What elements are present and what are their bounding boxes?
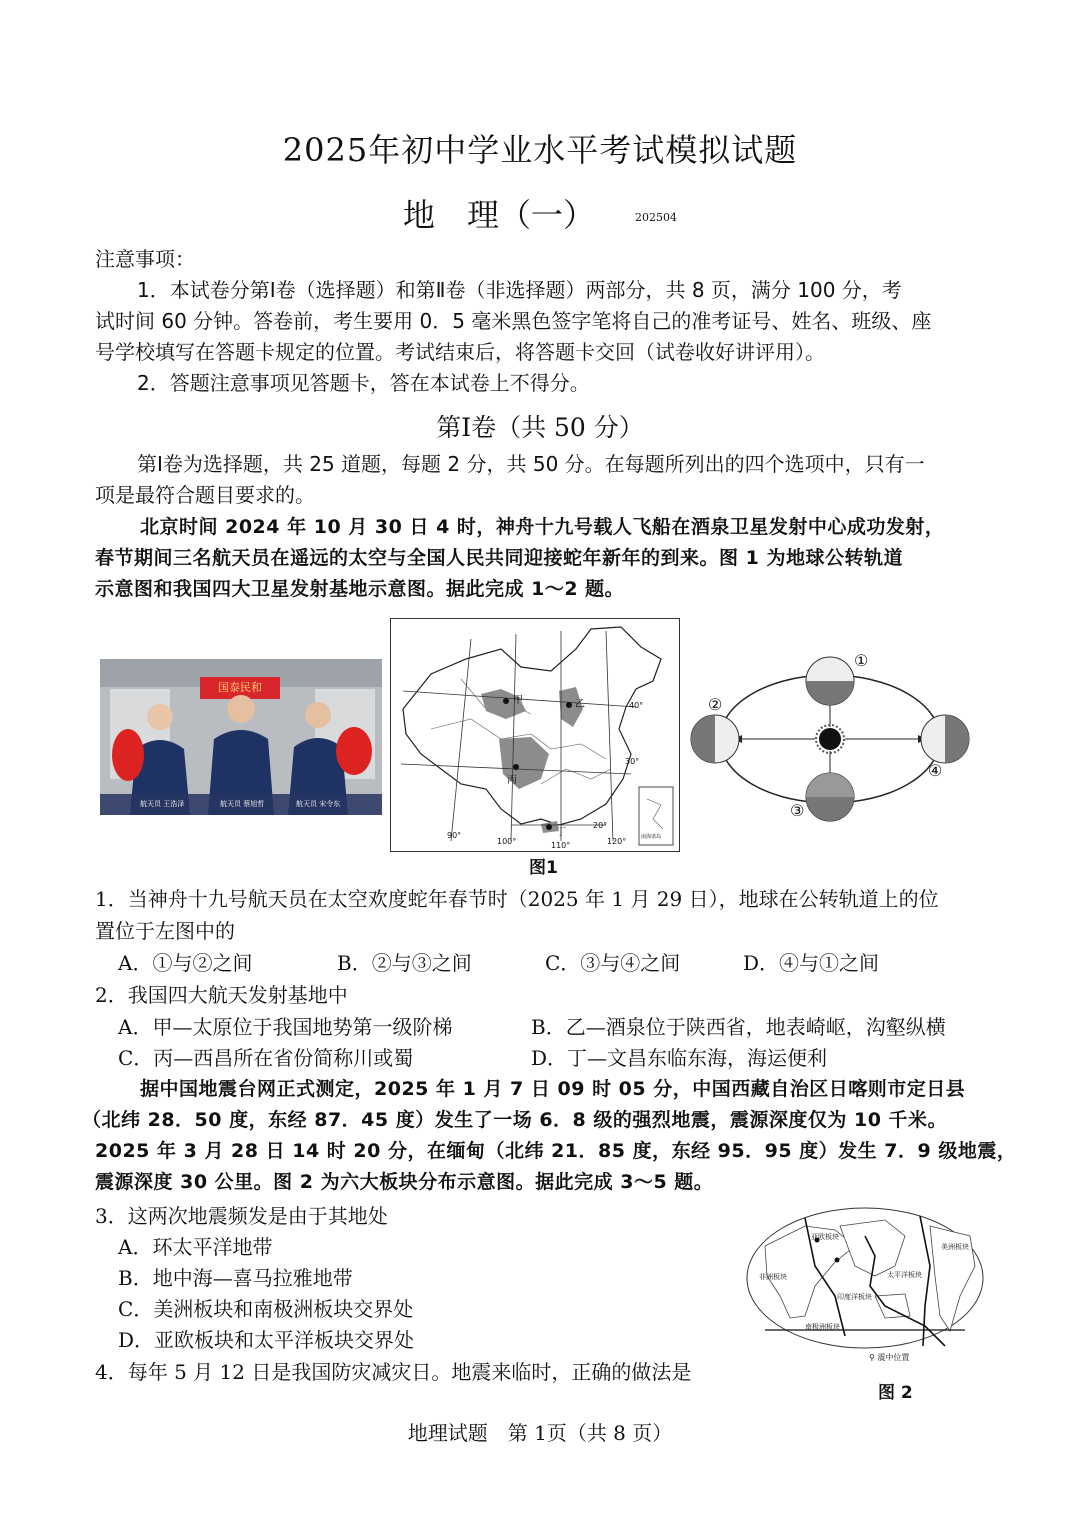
- china-map-art: [391, 619, 678, 850]
- passage1-line-3: 示意图和我国四大卫星发射基地示意图。据此完成 1～2 题。: [95, 578, 625, 600]
- q3-option-b: B．地中海—喜马拉雅地带: [118, 1266, 353, 1290]
- figure1-label: 图1: [529, 858, 558, 878]
- passage2-line-3: 2025 年 3 月 28 日 14 时 20 分，在缅甸（北纬 21．85 度，东经 95．95 度）发生 7．9 级地震，: [95, 1140, 1017, 1162]
- lon-label-90: 90°: [447, 831, 462, 840]
- earth-orbit-diagram: [690, 645, 980, 825]
- site-label-bing: 丙: [507, 775, 517, 786]
- q2-option-a: A．甲—太原位于我国地势第一级阶梯: [118, 1015, 453, 1039]
- exam-title: 2025年初中学业水平考试模拟试题: [282, 131, 798, 169]
- q1-line-2: 置位于左图中的: [95, 919, 235, 943]
- section-heading: 第Ⅰ卷（共 50 分）: [436, 413, 644, 442]
- q1-option-b: B．②与③之间: [337, 951, 472, 975]
- lon-label-120: 120°: [607, 837, 627, 846]
- notice-line-4: 2．答题注意事项见答题卡，答在本试卷上不得分。: [137, 371, 590, 395]
- passage2-line-1: 据中国地震台网正式测定，2025 年 1 月 7 日 09 时 05 分，中国西藏自治区日喀则市定日县: [140, 1078, 966, 1100]
- lon-label-110: 110°: [551, 841, 571, 850]
- inset-label: 南海诸岛: [641, 834, 662, 840]
- astronaut-name-3: 航天员 宋令东: [296, 800, 341, 808]
- q2-option-b: B．乙—酒泉位于陕西省，地表崎岖，沟壑纵横: [531, 1015, 946, 1039]
- exam-code: 202504: [635, 211, 677, 224]
- orbit-position-4: ④: [928, 761, 943, 780]
- orbit-position-1: ①: [854, 651, 869, 670]
- astronaut-photo: [100, 659, 382, 815]
- passage1-line-1: 北京时间 2024 年 10 月 30 日 4 时，神舟十九号载人飞船在酒泉卫星发射中心成功发射，: [140, 516, 945, 538]
- q1-line-1: 1．当神舟十九号航天员在太空欢度蛇年春节时（2025 年 1 月 29 日），地球在公转轨道上的位: [95, 887, 939, 911]
- plate-label-pacific: 太平洋板块: [887, 1271, 922, 1279]
- lat-label-40: 40°: [629, 701, 644, 710]
- epicenter-legend-text: 震中位置: [877, 1353, 910, 1362]
- q3-option-a: A．环太平洋地带: [118, 1235, 273, 1259]
- q3-option-d: D．亚欧板块和太平洋板块交界处: [118, 1328, 415, 1352]
- plate-label-antarctic: 南极洲板块: [805, 1323, 840, 1331]
- q4-stem: 4．每年 5 月 12 日是我国防灾减灾日。地震来临时，正确的做法是: [95, 1360, 692, 1384]
- section-intro-2: 项是最符合题目要求的。: [95, 483, 315, 507]
- section-intro-1: 第Ⅰ卷为选择题，共 25 道题，每题 2 分，共 50 分。在每题所列出的四个选项中，只有一: [137, 452, 925, 476]
- passage1-line-2: 春节期间三名航天员在遥远的太空与全国人民共同迎接蛇年新年的到来。图 1 为地球公转轨道: [95, 547, 903, 569]
- orbit-position-2: ②: [708, 695, 723, 714]
- notice-line-1: 1．本试卷分第Ⅰ卷（选择题）和第Ⅱ卷（非选择题）两部分，共 8 页，满分 100 分，考: [137, 278, 902, 302]
- subject-title: [0, 190, 1080, 236]
- q1-option-a: A．①与②之间: [118, 951, 253, 975]
- site-label-yi: 乙: [575, 699, 585, 710]
- q1-option-d: D．④与①之间: [743, 951, 880, 975]
- photo-banner: 国泰民和: [218, 681, 262, 694]
- astronaut-name-1: 航天员 王浩泽: [140, 800, 185, 808]
- q2-option-d: D．丁—文昌东临东海，海运便利: [531, 1046, 828, 1070]
- q3-stem: 3．这两次地震频发是由于其地处: [95, 1204, 388, 1228]
- lon-label-100: 100°: [497, 837, 517, 846]
- plate-label-american: 美洲板块: [941, 1243, 969, 1251]
- q2-option-c: C．丙—西昌所在省份简称川或蜀: [118, 1046, 414, 1070]
- plate-map-art: [745, 1206, 985, 1366]
- notice-heading: 注意事项：: [95, 247, 195, 271]
- figure2-label: 图 2: [878, 1383, 913, 1403]
- passage2-line-4: 震源深度 30 公里。图 2 为六大板块分布示意图。据此完成 3～5 题。: [95, 1171, 714, 1193]
- plate-label-eurasian: 亚欧板块: [811, 1233, 839, 1241]
- q1-option-c: C．③与④之间: [545, 951, 681, 975]
- q2-stem: 2．我国四大航天发射基地中: [95, 983, 348, 1007]
- passage2-line-2: （北纬 28．50 度，东经 87．45 度）发生了一场 6．8 级的强烈地震，震源深度仅为 10 千米。: [82, 1109, 948, 1131]
- lat-label-30: 30°: [625, 757, 640, 766]
- subject-name: 地 理（一）: [402, 196, 595, 234]
- china-launch-site-map: [390, 618, 680, 852]
- site-label-ding: 丁: [556, 827, 566, 838]
- lat-label-20: 20°: [593, 821, 608, 830]
- epicenter-legend: [869, 1352, 909, 1363]
- q3-option-c: C．美洲板块和南极洲板块交界处: [118, 1297, 414, 1321]
- notice-line-3: 号学校填写在答题卡规定的位置。考试结束后，将答题卡交回（试卷收好讲评用）。: [95, 340, 825, 364]
- orbit-position-3: ③: [790, 801, 805, 820]
- astronaut-name-2: 航天员 蔡旭哲: [220, 800, 265, 808]
- epicenter-pin-icon: ⚲: [869, 1353, 875, 1362]
- plate-label-african: 非洲板块: [759, 1273, 787, 1281]
- page-footer: 地理试题 第 1页（共 8 页）: [407, 1421, 673, 1445]
- site-label-jia: 甲: [513, 695, 523, 706]
- notice-line-2: 试时间 60 分钟。答卷前，考生要用 0．5 毫米黑色签字笔将自己的准考证号、姓名、班级、座: [95, 309, 932, 333]
- plate-map: [745, 1206, 985, 1366]
- orbit-art: [690, 645, 980, 825]
- plate-label-indian: 印度洋板块: [837, 1293, 872, 1301]
